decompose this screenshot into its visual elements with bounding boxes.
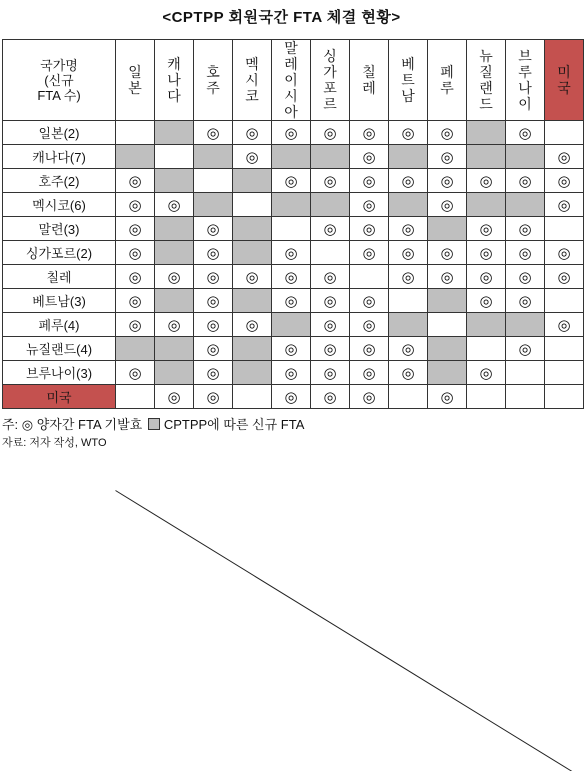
cell-empty <box>311 241 350 265</box>
cell-bilateral-fta: ◎ <box>428 385 467 409</box>
cell-new-fta <box>311 145 350 169</box>
cell-bilateral-fta: ◎ <box>272 241 311 265</box>
cell-bilateral-fta: ◎ <box>389 361 428 385</box>
cell-bilateral-fta: ◎ <box>116 193 155 217</box>
cell-empty <box>467 337 506 361</box>
cell-bilateral-fta: ◎ <box>506 337 545 361</box>
row-header: 일본(2) <box>3 121 116 145</box>
cell-bilateral-fta: ◎ <box>506 217 545 241</box>
cell-bilateral-fta: ◎ <box>194 361 233 385</box>
legend-gray-swatch <box>148 418 160 430</box>
table-row <box>3 121 584 145</box>
table-row <box>3 241 584 265</box>
cell-bilateral-fta: ◎ <box>194 265 233 289</box>
cell-bilateral-fta: ◎ <box>194 337 233 361</box>
cell-empty <box>116 121 155 145</box>
cell-new-fta <box>116 337 155 361</box>
column-header: 일본 <box>116 40 155 121</box>
cell-bilateral-fta: ◎ <box>428 169 467 193</box>
cell-bilateral-fta: ◎ <box>116 265 155 289</box>
fta-matrix <box>2 39 559 401</box>
cell-new-fta <box>194 193 233 217</box>
cell-new-fta <box>311 193 350 217</box>
table-row <box>3 145 584 169</box>
cell-bilateral-fta: ◎ <box>272 337 311 361</box>
row-header: 미국 <box>3 385 116 409</box>
cell-empty <box>428 313 467 337</box>
row-header: 싱가포르(2) <box>3 241 116 265</box>
cell-new-fta <box>233 289 272 313</box>
row-header: 말련(3) <box>3 217 116 241</box>
cell-empty <box>389 289 428 313</box>
cell-bilateral-fta: ◎ <box>116 361 155 385</box>
cell-bilateral-fta: ◎ <box>467 289 506 313</box>
cell-bilateral-fta: ◎ <box>233 121 272 145</box>
cell-bilateral-fta: ◎ <box>116 169 155 193</box>
table-title: <CPTPP 회원국간 FTA 체결 현황> <box>0 6 563 27</box>
cell-bilateral-fta: ◎ <box>155 193 194 217</box>
cell-empty <box>545 385 584 409</box>
column-header: 칠레 <box>350 40 389 121</box>
cell-new-fta <box>272 193 311 217</box>
cell-empty <box>545 217 584 241</box>
row-header: 호주(2) <box>3 169 116 193</box>
cell-bilateral-fta: ◎ <box>350 313 389 337</box>
cell-empty <box>350 265 389 289</box>
cell-bilateral-fta: ◎ <box>428 193 467 217</box>
cell-bilateral-fta: ◎ <box>116 289 155 313</box>
cell-bilateral-fta: ◎ <box>545 145 584 169</box>
cell-new-fta <box>428 217 467 241</box>
cell-bilateral-fta: ◎ <box>350 289 389 313</box>
cell-bilateral-fta: ◎ <box>350 169 389 193</box>
cell-bilateral-fta: ◎ <box>272 121 311 145</box>
row-header: 베트남(3) <box>3 289 116 313</box>
cell-new-fta <box>233 361 272 385</box>
table-row <box>3 313 584 337</box>
cell-empty <box>233 385 272 409</box>
cell-new-fta <box>389 145 428 169</box>
cell-bilateral-fta: ◎ <box>545 241 584 265</box>
cell-new-fta <box>194 145 233 169</box>
cell-new-fta <box>467 145 506 169</box>
row-header: 캐나다(7) <box>3 145 116 169</box>
cell-bilateral-fta: ◎ <box>311 217 350 241</box>
cell-empty <box>116 385 155 409</box>
cell-bilateral-fta: ◎ <box>545 169 584 193</box>
cell-new-fta <box>155 361 194 385</box>
legend-new-fta-text: CPTPP에 따른 신규 FTA <box>164 417 305 432</box>
cell-bilateral-fta: ◎ <box>350 217 389 241</box>
table-row <box>3 337 584 361</box>
cell-bilateral-fta: ◎ <box>155 313 194 337</box>
cell-bilateral-fta: ◎ <box>272 289 311 313</box>
cell-new-fta <box>272 145 311 169</box>
cell-bilateral-fta: ◎ <box>389 169 428 193</box>
cell-bilateral-fta: ◎ <box>233 265 272 289</box>
cell-bilateral-fta: ◎ <box>428 265 467 289</box>
cell-new-fta <box>155 289 194 313</box>
cell-new-fta <box>506 145 545 169</box>
cell-new-fta <box>116 145 155 169</box>
table-row <box>3 361 584 385</box>
cell-bilateral-fta: ◎ <box>233 145 272 169</box>
column-header: 말레이시아 <box>272 40 311 121</box>
cell-empty <box>389 385 428 409</box>
column-header: 미국 <box>545 40 584 121</box>
cell-new-fta <box>272 313 311 337</box>
cell-empty <box>545 361 584 385</box>
cell-empty <box>506 385 545 409</box>
cell-bilateral-fta: ◎ <box>467 241 506 265</box>
cell-empty <box>155 145 194 169</box>
cell-bilateral-fta: ◎ <box>506 265 545 289</box>
diagonal-line <box>2 409 559 771</box>
row-header: 페루(4) <box>3 313 116 337</box>
cell-bilateral-fta: ◎ <box>155 385 194 409</box>
cell-bilateral-fta: ◎ <box>311 169 350 193</box>
cell-bilateral-fta: ◎ <box>428 121 467 145</box>
cell-bilateral-fta: ◎ <box>389 217 428 241</box>
row-header: 브루나이(3) <box>3 361 116 385</box>
cell-new-fta <box>428 361 467 385</box>
cell-new-fta <box>233 217 272 241</box>
cell-bilateral-fta: ◎ <box>116 313 155 337</box>
cell-bilateral-fta: ◎ <box>194 217 233 241</box>
cell-bilateral-fta: ◎ <box>389 121 428 145</box>
cell-new-fta <box>155 169 194 193</box>
cell-bilateral-fta: ◎ <box>311 289 350 313</box>
column-header: 호주 <box>194 40 233 121</box>
cell-bilateral-fta: ◎ <box>116 241 155 265</box>
cell-new-fta <box>155 241 194 265</box>
cell-bilateral-fta: ◎ <box>350 385 389 409</box>
cell-bilateral-fta: ◎ <box>194 313 233 337</box>
cell-bilateral-fta: ◎ <box>311 265 350 289</box>
cell-bilateral-fta: ◎ <box>194 121 233 145</box>
cell-new-fta <box>155 121 194 145</box>
fta-table <box>2 39 584 409</box>
cell-bilateral-fta: ◎ <box>467 217 506 241</box>
cell-bilateral-fta: ◎ <box>350 121 389 145</box>
column-header: 페루 <box>428 40 467 121</box>
cell-bilateral-fta: ◎ <box>311 313 350 337</box>
cell-bilateral-fta: ◎ <box>194 241 233 265</box>
cell-empty <box>506 361 545 385</box>
cell-bilateral-fta: ◎ <box>155 265 194 289</box>
cell-bilateral-fta: ◎ <box>311 121 350 145</box>
table-row <box>3 289 584 313</box>
cell-bilateral-fta: ◎ <box>389 241 428 265</box>
column-header: 싱가포르 <box>311 40 350 121</box>
cell-bilateral-fta: ◎ <box>311 385 350 409</box>
cell-bilateral-fta: ◎ <box>467 169 506 193</box>
cell-bilateral-fta: ◎ <box>428 241 467 265</box>
corner-header: 국가명 (신규 FTA 수) <box>3 40 116 121</box>
table-row <box>3 169 584 193</box>
cell-empty <box>545 289 584 313</box>
cell-bilateral-fta: ◎ <box>389 265 428 289</box>
cell-bilateral-fta: ◎ <box>545 265 584 289</box>
cell-bilateral-fta: ◎ <box>194 289 233 313</box>
cell-empty <box>194 169 233 193</box>
cell-new-fta <box>467 313 506 337</box>
cell-new-fta <box>506 313 545 337</box>
cell-bilateral-fta: ◎ <box>272 385 311 409</box>
cell-bilateral-fta: ◎ <box>350 145 389 169</box>
cell-new-fta <box>233 337 272 361</box>
cell-new-fta <box>389 193 428 217</box>
cell-new-fta <box>428 337 467 361</box>
column-header: 브루나이 <box>506 40 545 121</box>
cell-bilateral-fta: ◎ <box>311 337 350 361</box>
matrix-body <box>3 121 584 409</box>
row-header: 멕시코(6) <box>3 193 116 217</box>
column-header: 캐나다 <box>155 40 194 121</box>
cell-bilateral-fta: ◎ <box>272 169 311 193</box>
cell-bilateral-fta: ◎ <box>467 265 506 289</box>
cell-empty <box>233 193 272 217</box>
cell-bilateral-fta: ◎ <box>545 193 584 217</box>
cell-bilateral-fta: ◎ <box>506 121 545 145</box>
legend-bilateral-text: 주: ◎ 양자간 FTA 기발효 <box>2 417 142 432</box>
cell-new-fta <box>233 169 272 193</box>
table-row <box>3 265 584 289</box>
cell-bilateral-fta: ◎ <box>194 385 233 409</box>
cell-new-fta <box>506 193 545 217</box>
table-row <box>3 385 584 409</box>
header-row <box>3 40 584 121</box>
cell-bilateral-fta: ◎ <box>350 337 389 361</box>
cell-empty <box>272 217 311 241</box>
cell-new-fta <box>155 217 194 241</box>
cell-bilateral-fta: ◎ <box>389 337 428 361</box>
column-header: 뉴질랜드 <box>467 40 506 121</box>
column-header: 베트남 <box>389 40 428 121</box>
cell-bilateral-fta: ◎ <box>506 169 545 193</box>
cell-new-fta <box>233 241 272 265</box>
cell-empty <box>545 121 584 145</box>
cell-bilateral-fta: ◎ <box>272 361 311 385</box>
cell-new-fta <box>155 337 194 361</box>
table-row <box>3 193 584 217</box>
cell-bilateral-fta: ◎ <box>506 289 545 313</box>
cell-bilateral-fta: ◎ <box>233 313 272 337</box>
cell-new-fta <box>467 121 506 145</box>
cell-bilateral-fta: ◎ <box>272 265 311 289</box>
cell-empty <box>545 337 584 361</box>
cell-bilateral-fta: ◎ <box>350 241 389 265</box>
cell-bilateral-fta: ◎ <box>428 145 467 169</box>
cell-new-fta <box>428 289 467 313</box>
cell-bilateral-fta: ◎ <box>350 361 389 385</box>
row-header: 뉴질랜드(4) <box>3 337 116 361</box>
source-note: 자료: 저자 작성, WTO <box>2 434 107 450</box>
column-header: 멕시코 <box>233 40 272 121</box>
cell-new-fta <box>389 313 428 337</box>
cell-new-fta <box>467 193 506 217</box>
cell-bilateral-fta: ◎ <box>350 193 389 217</box>
cell-bilateral-fta: ◎ <box>467 361 506 385</box>
table-row <box>3 217 584 241</box>
cell-empty <box>467 385 506 409</box>
row-header: 칠레 <box>3 265 116 289</box>
cell-bilateral-fta: ◎ <box>506 241 545 265</box>
cell-bilateral-fta: ◎ <box>311 361 350 385</box>
cell-bilateral-fta: ◎ <box>545 313 584 337</box>
cell-bilateral-fta: ◎ <box>116 217 155 241</box>
legend-note <box>2 414 304 433</box>
